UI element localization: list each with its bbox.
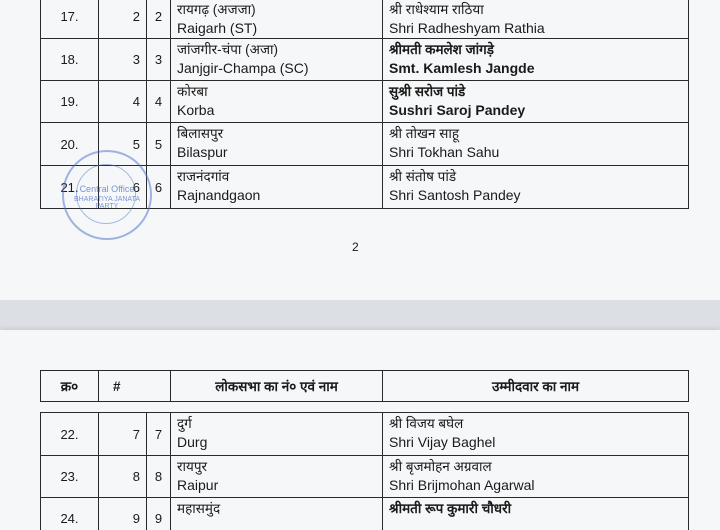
header-spacer (41, 402, 689, 413)
candidate-cell (383, 498, 689, 530)
candidate-hindi: श्री राधेश्याम राठिया (389, 2, 484, 17)
constituency-cell (171, 413, 383, 456)
constituency-english: Durg (177, 434, 208, 450)
constituency-cell (171, 39, 383, 81)
constituency-number: 2 (147, 0, 171, 39)
candidate-english: Shri Vijay Baghel (389, 434, 496, 450)
constituency-english: Raipur (177, 477, 219, 493)
constituency-english: Korba (177, 102, 215, 118)
constituency-cell (171, 123, 383, 166)
serial-number: 23. (41, 456, 99, 498)
column-hash-value: 8 (99, 456, 147, 498)
candidate-english: Shri Brijmohan Agarwal (389, 477, 535, 493)
candidate-hindi: श्रीमती रूप कुमारी चौधरी (389, 501, 512, 516)
serial-number: 17. (41, 0, 99, 39)
header-serial: क्र० (41, 371, 99, 402)
column-hash-value: 7 (99, 413, 147, 456)
party-office-stamp (62, 150, 152, 240)
candidate-hindi: श्री तोखन साहू (389, 126, 460, 141)
candidate-cell (383, 166, 689, 209)
constituency-english: Raigarh (ST) (177, 20, 258, 36)
serial-number: 18. (41, 39, 99, 81)
header-constituency: लोकसभा का नं० एवं नाम (171, 371, 383, 402)
constituency-cell (171, 166, 383, 209)
constituency-english: Bilaspur (177, 144, 228, 160)
stamp-inner-ring (76, 164, 136, 224)
candidate-cell (383, 456, 689, 498)
serial-number: 20. (41, 123, 99, 166)
table-row (41, 0, 689, 39)
candidate-cell (383, 39, 689, 81)
candidate-cell (383, 123, 689, 166)
candidate-english: Smt. Kamlesh Jangde (389, 60, 535, 76)
constituency-number: 8 (147, 456, 171, 498)
constituency-hindi: महासमुंद (177, 501, 221, 516)
column-hash-value: 3 (99, 39, 147, 81)
constituency-hindi: दुर्ग (177, 416, 192, 431)
column-hash-value: 9 (99, 498, 147, 530)
constituency-hindi: जांजगीर-चंपा (अजा) (177, 42, 278, 57)
constituency-hindi: बिलासपुर (177, 126, 224, 141)
constituency-english: Janjgir-Champa (SC) (177, 60, 309, 76)
table-header-row (41, 371, 689, 402)
constituency-cell (171, 456, 383, 498)
page-gap (0, 300, 720, 330)
document-page-2 (0, 330, 720, 530)
constituency-hindi: कोरबा (177, 84, 208, 99)
constituency-number: 4 (147, 81, 171, 123)
candidate-english: Shri Radheshyam Rathia (389, 20, 545, 36)
serial-number: 21. (41, 166, 99, 209)
table-row (41, 498, 689, 530)
candidate-english: Sushri Saroj Pandey (389, 102, 526, 118)
constituency-cell (171, 498, 383, 530)
constituency-english: Rajnandgaon (177, 187, 261, 203)
candidate-hindi: श्री संतोष पांडे (389, 169, 457, 184)
constituency-number: 7 (147, 413, 171, 456)
serial-number: 24. (41, 498, 99, 530)
table-row (41, 81, 689, 123)
candidate-cell (383, 0, 689, 39)
candidate-hindi: श्रीमती कमलेश जांगड़े (389, 42, 494, 57)
constituency-hindi: रायगढ़ (अजजा) (177, 2, 256, 17)
header-hash: # (99, 371, 171, 402)
table-row (41, 413, 689, 456)
constituency-cell (171, 0, 383, 39)
serial-number: 22. (41, 413, 99, 456)
column-hash-value: 6 (99, 166, 147, 209)
constituency-hindi: राजनंदगांव (177, 169, 230, 184)
header-candidate: उम्मीदवार का नाम (383, 371, 689, 402)
candidate-hindi: सुश्री सरोज पांडे (389, 84, 466, 99)
constituency-number: 9 (147, 498, 171, 530)
stamp-text: BHARATIYA JANATA PARTY (74, 196, 140, 210)
table-row (41, 39, 689, 81)
serial-number: 19. (41, 81, 99, 123)
page-number: 2 (352, 240, 359, 254)
candidates-table-page-2 (40, 370, 689, 530)
stamp-text: Central Office (79, 184, 135, 194)
table-row (41, 123, 689, 166)
constituency-hindi: रायपुर (177, 459, 208, 474)
candidate-hindi: श्री विजय बघेल (389, 416, 464, 431)
candidate-hindi: श्री बृजमोहन अग्रवाल (389, 459, 492, 474)
constituency-number: 6 (147, 166, 171, 209)
candidate-english: Shri Tokhan Sahu (389, 144, 500, 160)
candidate-cell (383, 81, 689, 123)
table-row (41, 456, 689, 498)
constituency-number: 5 (147, 123, 171, 166)
candidate-cell (383, 413, 689, 456)
candidate-english: Shri Santosh Pandey (389, 187, 521, 203)
constituency-cell (171, 81, 383, 123)
column-hash-value: 2 (99, 0, 147, 39)
column-hash-value: 4 (99, 81, 147, 123)
column-hash-value: 5 (99, 123, 147, 166)
constituency-number: 3 (147, 39, 171, 81)
